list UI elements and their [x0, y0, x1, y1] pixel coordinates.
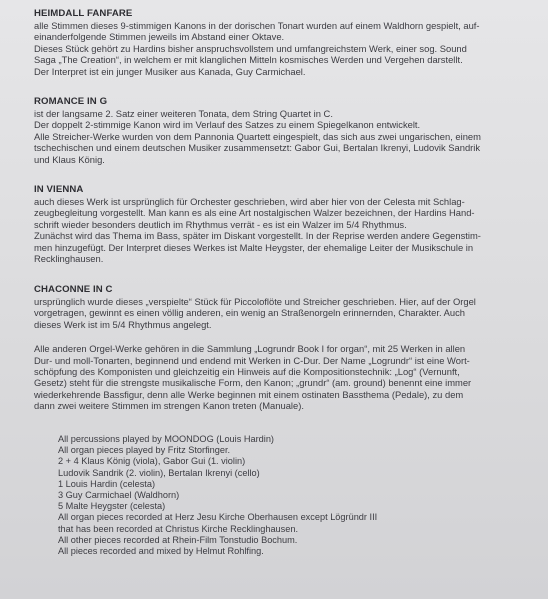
credit-line: Ludovik Sandrik (2. violin), Bertalan Ikrenyi (cello): [58, 467, 260, 478]
credit-line: 2 + 4 Klaus König (viola), Gabor Gui (1. violin): [58, 456, 246, 467]
section-title: ROMANCE IN G: [34, 96, 108, 107]
text-line: zeugbegleitung vorgestellt. Man kann es als eine Art nostalgischen Walzer bezeichnen, der Hardins Hand-: [34, 207, 475, 219]
text-line: Alle anderen Orgel-Werke gehören in die Sammlung „Logrundr Book I for organ“, mit 25 Werken in allen: [34, 343, 466, 355]
credit-line: All organ pieces played by Fritz Storfinger.: [58, 445, 231, 456]
text-line: tschechischen und einem deutschen Musiker zusammensetzt: Gabor Gui, Bertalan Ikrenyi, Ludovik Sandrik: [34, 142, 481, 154]
paragraph-gap: [34, 330, 538, 343]
text-line: Alle Streicher-Werke wurden von dem Pannonia Quartett eingespielt, das sich aus zwei ungarischen, einem: [34, 130, 481, 142]
text-line: Der doppelt 2-stimmige Kanon wird im Verlauf des Satzes zu einem Spiegelkanon entwickelt.: [34, 119, 421, 131]
text-line: ist der langsame 2. Satz einer weiteren Tonata, dem String Quartet in C.: [34, 108, 333, 119]
text-line: alle Stimmen dieses 9-stimmigen Kanons in der dorischen Tonart wurden auf einem Waldhorn gespielt, auf-: [34, 20, 480, 31]
text-line: dieses Werk ist im 5/4 Rhythmus angelegt.: [34, 318, 212, 330]
section-title: IN VIENNA: [34, 184, 84, 195]
credit-line: 1 Louis Hardin (celesta): [58, 478, 156, 489]
text-line: Recklinghausen.: [34, 253, 104, 265]
credits-block: [58, 434, 528, 557]
text-line: Gesetz) steht für die strengste musikalische Form, den Kanon; „grundr“ (am. ground) benennt eine immer: [34, 377, 472, 389]
text-line: wiederkehrende Bassfigur, denn alle Werke beginnen mit einem ostinaten Bassthema (Pedale), zu dem: [34, 388, 464, 400]
text-line: Dieses Stück gehört zu Hardins bisher anspruchsvollstem und umfangreichstem Werk, einer sog. Sound: [34, 42, 467, 54]
credit-line: All pieces recorded and mixed by Helmut Rohlfing.: [58, 546, 264, 557]
section-title: CHACONNE IN C: [34, 284, 113, 295]
text-line: Der Interpret ist ein junger Musiker aus Kanada, Guy Carmichael.: [34, 65, 306, 77]
text-line: dann zwei weitere Stimmen im strengen Kanon treten (Manuale).: [34, 400, 304, 412]
text-line: ursprünglich wurde dieses „verspielte“ Stück für Piccoloflöte und Streicher geschrieben. Hier, auf der Orgel: [34, 296, 476, 307]
text-line: vorgetragen, gewinnt es einen völlig anderen, ein wenig an Straßenorgeln erinnernden, Charakter. Auch: [34, 307, 466, 319]
credit-line: All percussions played by MOONDOG (Louis Hardin): [58, 434, 274, 444]
credit-line: All other pieces recorded at Rhein-Film Tonstudio Bochum.: [58, 534, 298, 545]
text-line: und Klaus König.: [34, 153, 105, 165]
section-chaconne-in-c: [34, 284, 538, 412]
text-line: schrift wieder besonders deutlich im Rhythmus verrät - es ist ein Walzer im 5/4 Rhythmus.: [34, 218, 407, 230]
text-line: auch dieses Werk ist ursprünglich für Orchester geschrieben, wird aber hier von der Celesta mit Schlag-: [34, 196, 465, 207]
section-in-vienna: [34, 184, 538, 264]
text-line: Dur- und moll-Tonarten, beginnend und endend mit Werken in C-Dur. Der Name „Logrundr“ ist eine Wort-: [34, 354, 470, 366]
section-romance-in-g: [34, 96, 538, 165]
text-line: Zunächst wird das Thema im Bass, später im Diskant vorgestellt. In der Reprise werden andere Gegenstim-: [34, 230, 481, 242]
text-line: Saga „The Creation“, in welchem er mit klanglichen Mitteln kosmisches Werden und Vergehen darstellt.: [34, 54, 463, 66]
credit-line: 3 Guy Carmichael (Waldhorn): [58, 490, 180, 501]
section-title: HEIMDALL FANFARE: [34, 8, 133, 19]
credit-line: All organ pieces recorded at Herz Jesu Kirche Oberhausen except Lögründr III: [58, 512, 378, 523]
text-line: men hinzugefügt. Der Interpret dieses Werkes ist Malte Heygster, der ehemalige Leiter der Musikschule in: [34, 241, 474, 253]
credit-line: that has been recorded at Christus Kirche Recklinghausen.: [58, 523, 299, 534]
text-line: einanderfolgende Stimmen jeweils im Abstand einer Oktave.: [34, 31, 285, 43]
credit-line: 5 Malte Heygster (celesta): [58, 501, 166, 512]
text-line: schöpfung des Komponisten und gleichzeitig ein Hinweis auf die Kompositionstechnik: „Log“ (Vernunft,: [34, 366, 460, 378]
section-heimdall-fanfare: [34, 8, 538, 77]
